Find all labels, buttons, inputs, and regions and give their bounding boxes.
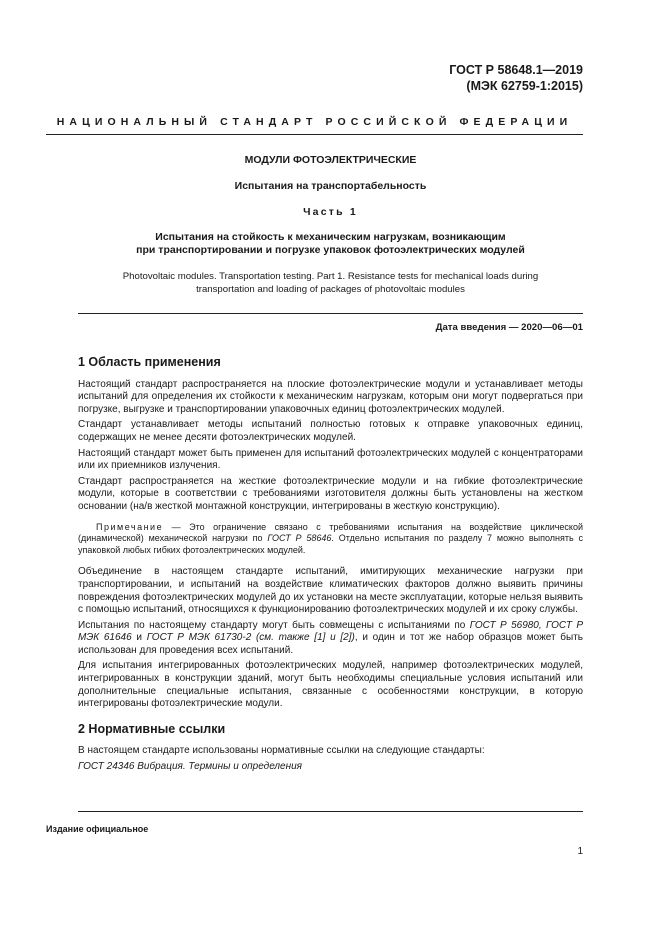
english-title-line: transportation and loading of packages of photovoltaic modules — [196, 283, 465, 295]
section-heading: 2 Нормативные ссылки — [78, 721, 226, 736]
paragraph-text: и — [131, 632, 147, 644]
doc-number: ГОСТ Р 58648.1—2019 — [449, 63, 583, 77]
paragraph-text: Настоящий стандарт может быть применен для испытаний фотоэлектрических модулей с концентраторами или их приемников излучения. — [78, 447, 583, 472]
paragraph-text: В настоящем стандарте использованы нормативные ссылки на следующие стандарты: — [78, 745, 485, 757]
title-block — [78, 154, 583, 296]
note-label: Примечание — [96, 521, 164, 532]
document-id — [449, 62, 583, 94]
part-description-line: Испытания на стойкость к механическим нагрузкам, возникающим — [155, 231, 506, 243]
paragraph-text: Для испытания интегрированных фотоэлектрических модулей, например фотоэлектрических модулей, интегрированных в конструкции зданий, могут быть необходимы специальные условия испытаний или дополнительные специальные испытания, связанные с особенностями конструкции, в которую интегрированы фотоэлектрические модули. — [78, 660, 583, 710]
part-description — [78, 231, 583, 257]
introduction-date: Дата введения — 2020—06—01 — [435, 322, 583, 333]
standard-reference: ГОСТ Р 56980, ГОСТ Р МЭК 61646 — [78, 619, 583, 644]
national-standard-title: НАЦИОНАЛЬНЫЙ СТАНДАРТ РОССИЙСКОЙ ФЕДЕРАЦИИ — [46, 116, 583, 128]
subtitle: Испытания на транспортабельность — [234, 180, 427, 192]
english-title-line: Photovoltaic modules. Transportation testing. Part 1. Resistance tests for mechanical loads during — [122, 271, 539, 282]
document-body — [78, 356, 583, 777]
paragraph — [78, 620, 583, 658]
doc-number-iec: (МЭК 62759-1:2015) — [466, 79, 583, 93]
page-number: 1 — [577, 846, 583, 857]
note-text: . Отдельно испытания по разделу 7 можно выполнять с упаковкой любых гибких фотоэлектрических модулей. — [78, 533, 583, 555]
part-title: Часть 1 — [303, 206, 358, 218]
paragraph-text: Стандарт устанавливает методы испытаний полностью готовых к отправке упаковочных единиц, содержащих не менее десяти фотоэлектрических модулей. — [78, 419, 583, 443]
paragraph — [78, 419, 583, 444]
standard-reference: ГОСТ Р 58646 — [267, 533, 332, 544]
paragraph-text: Испытания по настоящему стандарту могут быть совмещены с испытаниями по — [78, 619, 470, 631]
edition-label: Издание официальное — [46, 824, 149, 834]
paragraph-text: Стандарт распространяется на жесткие фотоэлектрические модули и на гибкие фотоэлектрические модули, которые в соответствии с требованиями изготовителя должны быть установлены на жестком основании (на/в жесткой монтажной конструкции, интегрированы в жесткую конструкцию). — [78, 475, 583, 512]
reference-text: ГОСТ 24346 Вибрация. Термины и определения — [78, 761, 303, 773]
paragraph-text: Объединение в настоящем стандарте испытаний, имитирующих механические нагрузки при транспортировании, и испытаний на воздействие климатических факторов должно выявить причины повреждения фотоэлектрических модулей до их установки на месте эксплуатации, которые нельзя выявить с помощью испытаний, относящихся к функционированию фотоэлектрических модулей и их сроку службы. — [78, 566, 583, 616]
paragraph — [78, 379, 583, 417]
paragraph — [78, 566, 583, 616]
part-description-line: при транспортировании и погрузке упаковок фотоэлектрических модулей — [136, 244, 525, 256]
paragraph — [78, 745, 583, 758]
note-text: — Это ограничение связано с требованиями испытания на воздействие циклической (динамической) механической нагрузки по — [78, 521, 583, 544]
paragraph-text: Настоящий стандарт распространяется на плоские фотоэлектрические модули и устанавливает методы испытаний для определения их стойкости к механическим нагрузкам, которым они могут подвергаться при погрузке, выгрузке и транспортировании упаковочных единиц фотоэлектрических модулей. — [78, 378, 583, 415]
standard-reference: ГОСТ Р МЭК 61730-2 (см. также [1] и [2]) — [146, 632, 355, 644]
note — [78, 522, 583, 557]
paragraph-text: , и один и тот же набор образцов может быть использован для проведения всех испытаний. — [78, 632, 583, 656]
title-divider — [78, 313, 583, 314]
english-title — [78, 271, 583, 296]
paragraph — [78, 476, 583, 514]
main-title: МОДУЛИ ФОТОЭЛЕКТРИЧЕСКИЕ — [244, 154, 417, 166]
standard-reference — [78, 761, 583, 774]
paragraph — [78, 660, 583, 710]
section-heading: 1 Область применения — [78, 355, 221, 369]
paragraph — [78, 448, 583, 473]
footer-divider — [78, 811, 583, 812]
